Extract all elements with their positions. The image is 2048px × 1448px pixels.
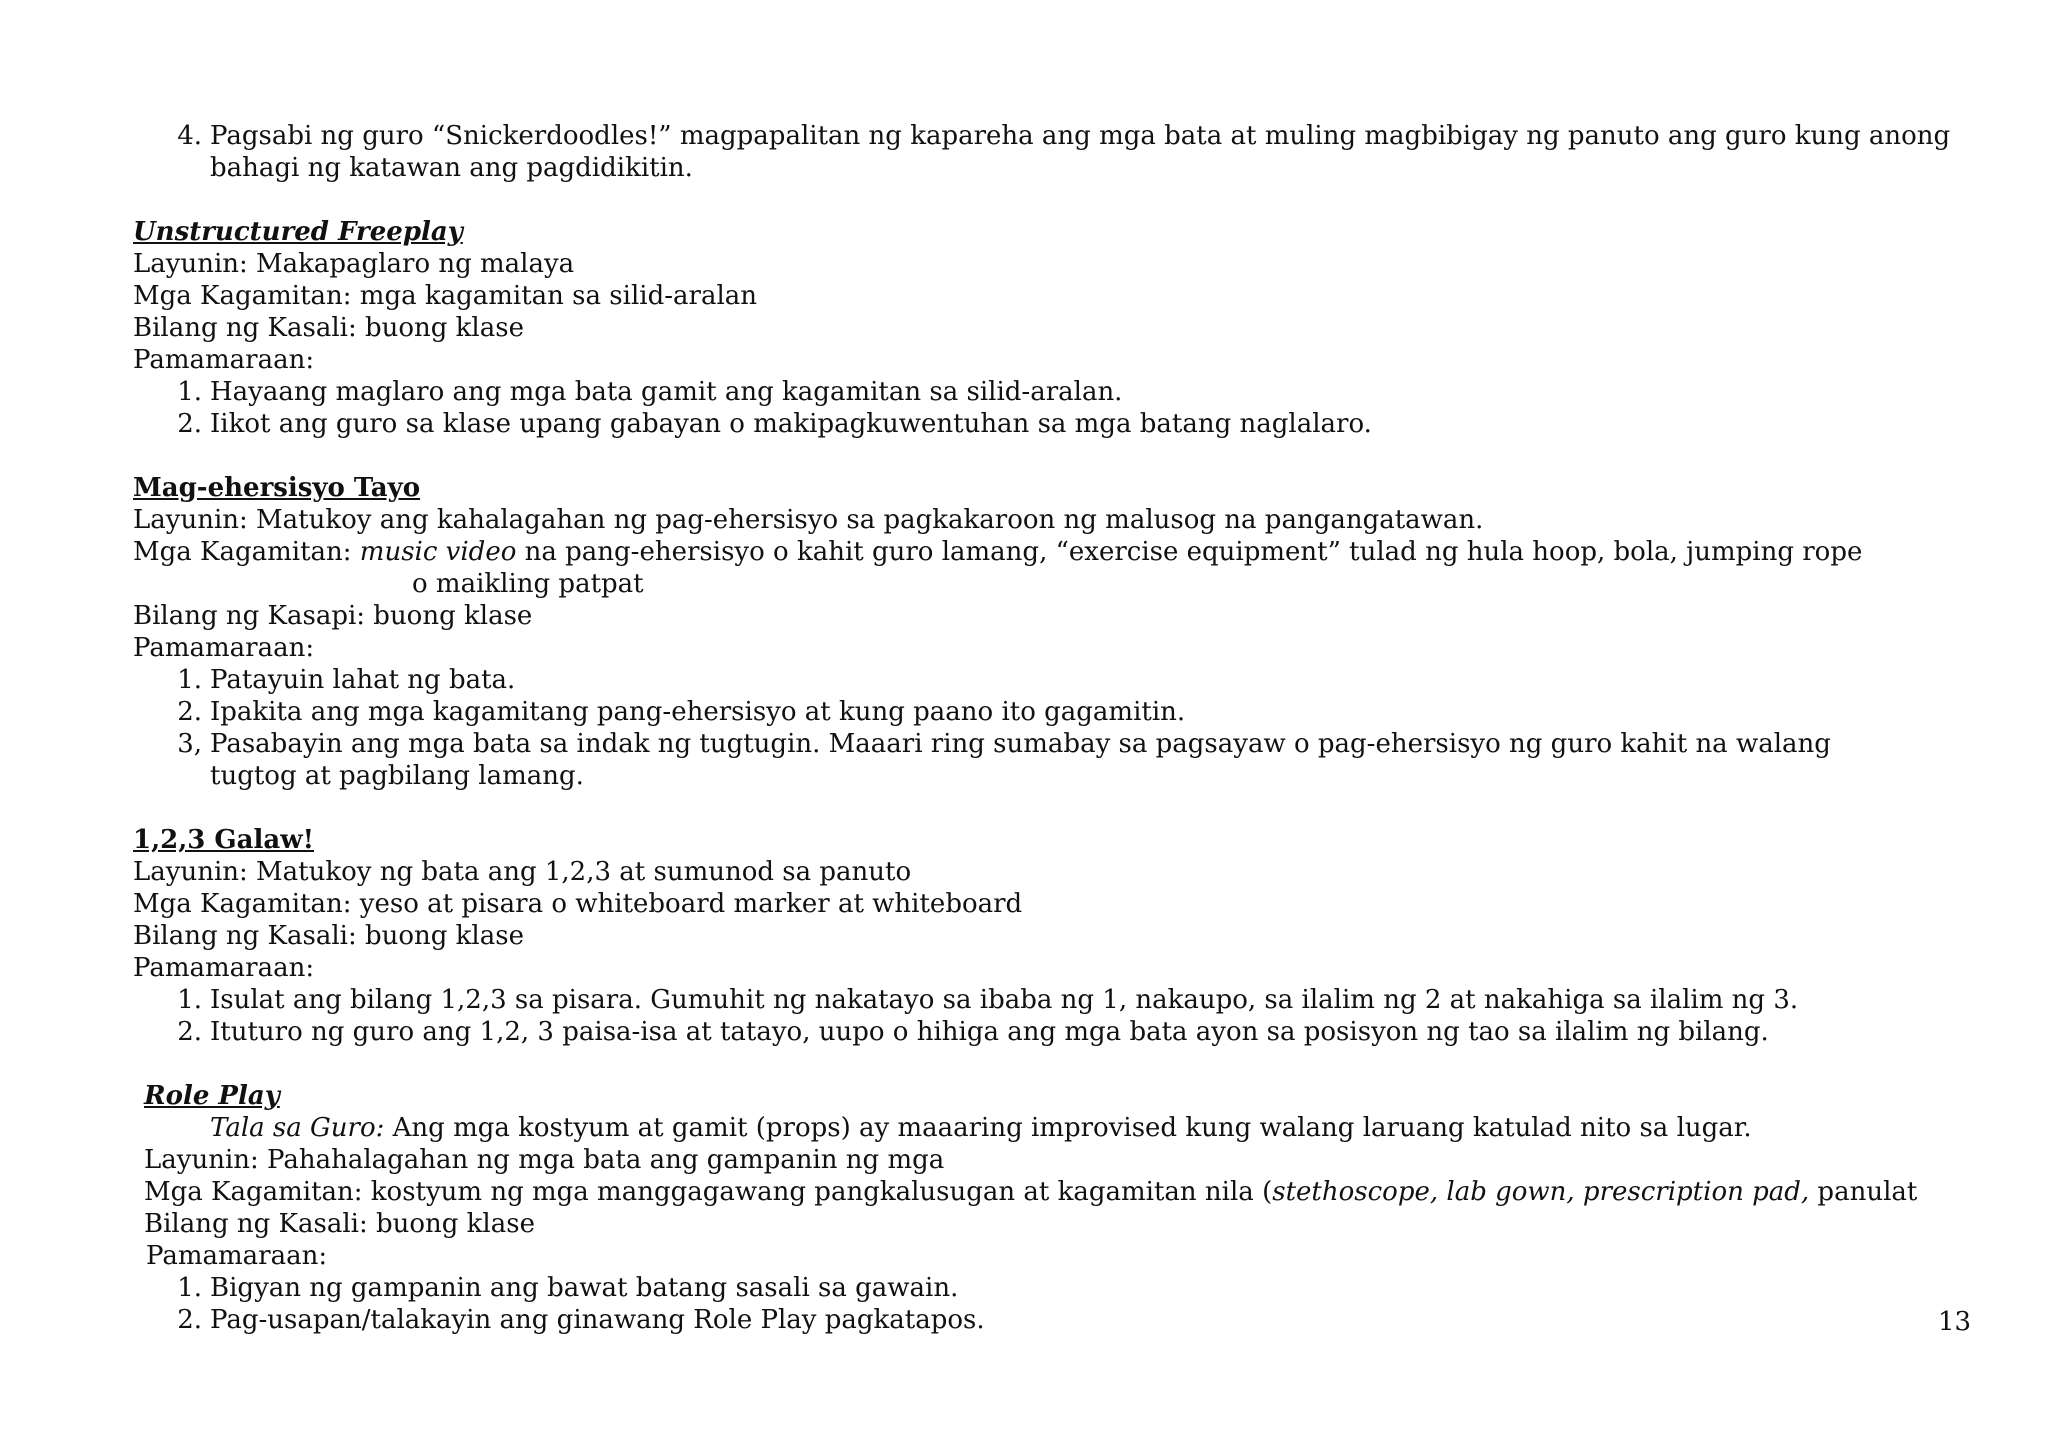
kagamitan-prefix: Mga Kagamitan: kostyum ng mga manggagawang pangkalusugan at kagamitan nila ( [144, 1177, 1273, 1207]
list-number: 1. [177, 1273, 202, 1303]
section-title-galaw: 1,2,3 Galaw! [133, 825, 314, 855]
kagamitan-italic: music video [359, 537, 517, 567]
page-number: 13 [1938, 1307, 1972, 1337]
galaw-pamamaraan: Pamamaraan: [133, 953, 315, 983]
list-text: Iikot ang guro sa klase upang gabayan o makipagkuwentuhan sa mga batang naglalaro. [210, 409, 1372, 439]
list-number: 2. [177, 697, 202, 727]
list-text: Bigyan ng gampanin ang bawat batang sasali sa gawain. [210, 1273, 959, 1303]
list-number: 1. [177, 377, 202, 407]
section-title-freeplay: Unstructured Freeplay [133, 217, 463, 247]
kagamitan-rest: panulat [1809, 1177, 1918, 1207]
list-number: 2. [177, 409, 202, 439]
list-number: 1. [177, 985, 202, 1015]
freeplay-kagamitan: Mga Kagamitan: mga kagamitan sa silid-aralan [133, 281, 757, 311]
galaw-kagamitan: Mga Kagamitan: yeso at pisara o whiteboard marker at whiteboard [133, 889, 1023, 919]
galaw-kasali: Bilang ng Kasali: buong klase [133, 921, 524, 951]
section-title-ehersisyo: Mag-ehersisyo Tayo [133, 473, 421, 503]
tala-label: Tala sa Guro: [210, 1113, 385, 1143]
freeplay-layunin: Layunin: Makapaglaro ng malaya [133, 249, 575, 279]
kagamitan-italic: stethoscope, lab gown, prescription pad, [1272, 1177, 1810, 1207]
list-number: 2. [177, 1305, 202, 1335]
list-number: 4. [177, 121, 202, 151]
ehersisyo-layunin: Layunin: Matukoy ang kahalagahan ng pag-ehersisyo sa pagkakaroon ng malusog na pangangatawan. [133, 505, 1484, 535]
list-text-continued: tugtog at pagbilang lamang. [210, 761, 584, 791]
roleplay-kagamitan [144, 1176, 1917, 1208]
ehersisyo-pamamaraan: Pamamaraan: [133, 633, 315, 663]
roleplay-layunin: Layunin: Pahahalagahan ng mga bata ang gampanin ng mga [144, 1145, 945, 1175]
list-text: Ituturo ng guro ang 1,2, 3 paisa-isa at tatayo, uupo o hihiga ang mga bata ayon sa posisyon ng tao sa ilalim ng bilang. [210, 1017, 1769, 1047]
list-text-continued: bahagi ng katawan ang pagdidikitin. [210, 153, 693, 183]
list-text: Isulat ang bilang 1,2,3 sa pisara. Gumuhit ng nakatayo sa ibaba ng 1, nakaupo, sa ilalim ng 2 at nakahiga sa ilalim ng 3. [210, 985, 1799, 1015]
list-text: Ipakita ang mga kagamitang pang-ehersisyo at kung paano ito gagamitin. [210, 697, 1186, 727]
list-text: Hayaang maglaro ang mga bata gamit ang kagamitan sa silid-aralan. [210, 377, 1123, 407]
list-text: Pag-usapan/talakayin ang ginawang Role Play pagkatapos. [210, 1305, 985, 1335]
list-number: 3, [177, 729, 202, 759]
kagamitan-rest: na pang-ehersisyo o kahit guro lamang, “exercise equipment” tulad ng hula hoop, bola, jumping rope [516, 537, 1863, 567]
freeplay-pamamaraan: Pamamaraan: [133, 345, 315, 375]
list-text: Pagsabi ng guro “Snickerdoodles!” magpapalitan ng kapareha ang mga bata at muling magbibigay ng panuto ang guro kung anong [210, 121, 1951, 151]
ehersisyo-kasapi: Bilang ng Kasapi: buong klase [133, 601, 533, 631]
roleplay-pamamaraan: Pamamaraan: [146, 1241, 328, 1271]
ehersisyo-kagamitan-continued: o maikling patpat [412, 569, 644, 599]
freeplay-kasali: Bilang ng Kasali: buong klase [133, 313, 524, 343]
roleplay-tala [210, 1112, 1752, 1144]
list-text: Pasabayin ang mga bata sa indak ng tugtugin. Maaari ring sumabay sa pagsayaw o pag-ehersisyo ng guro kahit na walang [210, 729, 1831, 759]
section-title-roleplay: Role Play [144, 1081, 280, 1111]
list-number: 1. [177, 665, 202, 695]
list-number: 2. [177, 1017, 202, 1047]
ehersisyo-kagamitan [133, 536, 1862, 568]
galaw-layunin: Layunin: Matukoy ng bata ang 1,2,3 at sumunod sa panuto [133, 857, 912, 887]
list-text: Patayuin lahat ng bata. [210, 665, 516, 695]
kagamitan-prefix: Mga Kagamitan: [133, 537, 360, 567]
tala-text: Ang mga kostyum at gamit (props) ay maaaring improvised kung walang laruang katulad nito sa lugar. [384, 1113, 1752, 1143]
roleplay-kasali: Bilang ng Kasali: buong klase [144, 1209, 535, 1239]
